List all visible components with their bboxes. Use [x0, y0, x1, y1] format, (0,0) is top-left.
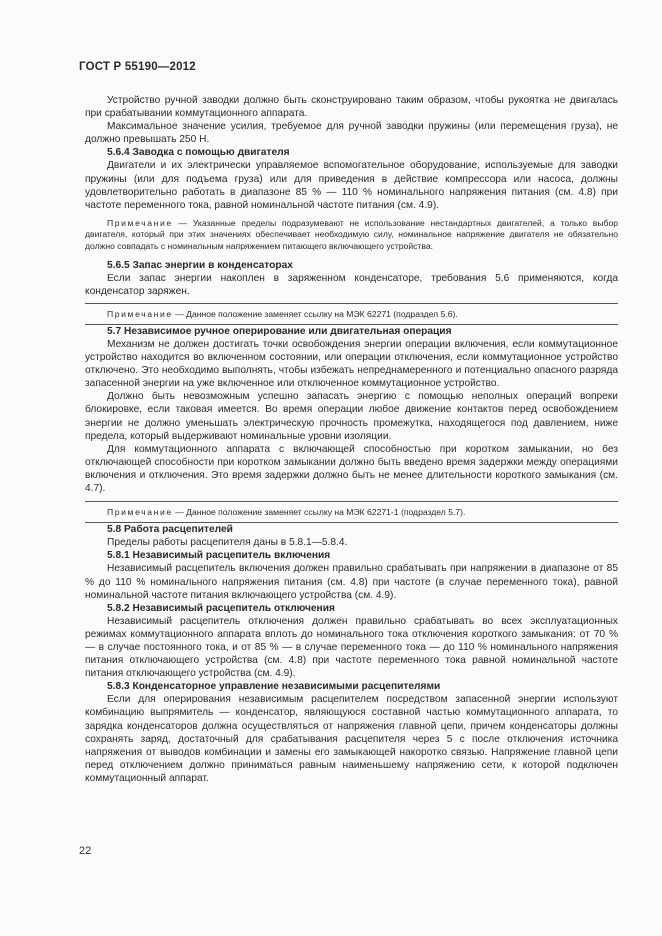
note-label: Примечание	[107, 217, 173, 228]
paragraph: Для коммутационного аппарата с включающей способностью при коротком замыкании, но без отключающей способности при коротком замыкании должно быть введено время задержки между операциями включения и отключения. Это время задержки должно быть не менее длительности короткого замыкания (см. 4.7).	[85, 443, 618, 495]
page-number: 22	[79, 845, 92, 857]
subsection-heading: 5.6.4 Заводка с помощью двигателя	[107, 147, 290, 159]
document-header: ГОСТ Р 55190—2012	[79, 61, 196, 73]
note	[85, 304, 618, 324]
paragraph: Максимальное значение усилия, требуемое для ручной заводки пружины (или перемещения груза), не должно превышать 250 Н.	[85, 121, 618, 146]
paragraph: Независимый расцепитель отключения должен правильно срабатывать во всех эксплуатационных режимах коммутационного аппарата вплоть до номинального тока отключения короткого замыкания: от 70 % — в случае постоянного тока, и от 85 % — в случае переменного тока — до 110 % номинального напряжения питания отключающего устройства (см. 4.8) при частоте переменного тока равной номинальной частоте питания отключающего устройства (см. 4.9).	[85, 615, 618, 680]
paragraph: Пределы работы расцепителя даны в 5.8.1—5.8.4.	[107, 537, 348, 549]
document-body	[85, 94, 618, 785]
subsection-heading: 5.8.1 Независимый расцепитель включения	[107, 550, 331, 562]
paragraph: Механизм не должен достигать точки освобождения энергии операции включения, если коммутационное устройство находится во включенном состоянии, или операции отключения, если коммутационное устройство отключено. Это необходимо выполнять, чтобы избежать непреднамеренного и потенциально опасного разряда запасенной энергии на уже включенное или отключенное коммутационное устройство.	[85, 339, 618, 390]
paragraph: Независимый расцепитель включения должен правильно срабатывать при напряжении в диапазоне от 85 % до 110 % номинального напряжения питания (см. 4.8) при частоте (в случае переменного тока), равной номинальной частоте питания включающего устройства (см. 4.9).	[85, 563, 618, 601]
paragraph: Если запас энергии накоплен в заряженном конденсаторе, требования 5.6 применяются, когда конденсатор заряжен.	[85, 272, 618, 297]
subsection-heading: 5.6.5 Запас энергии в конденсаторах	[107, 259, 293, 271]
note-text: — Указанные пределы подразумевают не использование нестандартных двигателей, а только выбор двигателя, который при этих значениях обеспечивает необходимую силу, номинальное напряжение двигателя не обязательно должно совпадать с номинальным напряжением питающего включающего устройства.	[85, 217, 618, 252]
section-heading: 5.7 Независимое ручное оперирование или двигательная операция	[107, 325, 452, 337]
note	[85, 218, 618, 253]
note	[85, 502, 618, 522]
section-heading: 5.8 Работа расцепителей	[107, 524, 233, 536]
note-label: Примечание	[107, 507, 173, 518]
subsection-heading: 5.8.2 Независимый расцепитель отключения	[107, 602, 335, 614]
paragraph: Если для оперирования независимым расцепителем посредством запасенной энергии используют комбинацию выпрямитель — конденсатор, являющуюся составной частью коммутационного аппарата, то зарядка конденсаторов должна осуществляться от напряжения главной цепи, причем конденсаторы должны сохранять заряд, достаточный для срабатывания расцепителя через 5 с после отключения источника напряжения от выводов комбинации и замены его замыкающей накоротко связью. Напряжение главной цепи перед отключением должно приниматься равным наименьшему напряжению сети, к которой подключен коммутационный аппарат.	[85, 694, 618, 784]
subsection-heading: 5.8.3 Конденсаторное управление независимыми расцепителями	[107, 681, 441, 693]
paragraph: Должно быть невозможным успешно запасать энергию с помощью неполных операций вопреки блокировке, если таковая имеется. Во время операции любое движение контактов перед освобождением энергии не должно уменьшать электрическую прочность промежутка, находящегося под давлением, ниже предела, который выдерживают номинальные уровни изоляции.	[85, 391, 618, 442]
paragraph: Устройство ручной заводки должно быть сконструировано таким образом, чтобы рукоятка не двигалась при срабатывании коммутационного аппарата.	[85, 95, 618, 120]
note-label: Примечание	[107, 308, 173, 319]
paragraph: Двигатели и их электрически управляемое вспомогательное оборудование, используемые для заводки пружины (или для подъема груза) или для приведения в действие компрессора или насоса, должны удовлетворительно работать в диапазоне 85 % — 110 % номинального напряжения питания (см. 4.8) при частоте переменного тока, равной номинальной частоте питания (см. 4.9).	[85, 160, 618, 211]
note-text: — Данное положение заменяет ссылку на МЭК 62271-1 (подраздел 5.7).	[172, 507, 466, 518]
note-text: — Данное положение заменяет ссылку на МЭК 62271 (подраздел 5.6).	[172, 308, 458, 319]
